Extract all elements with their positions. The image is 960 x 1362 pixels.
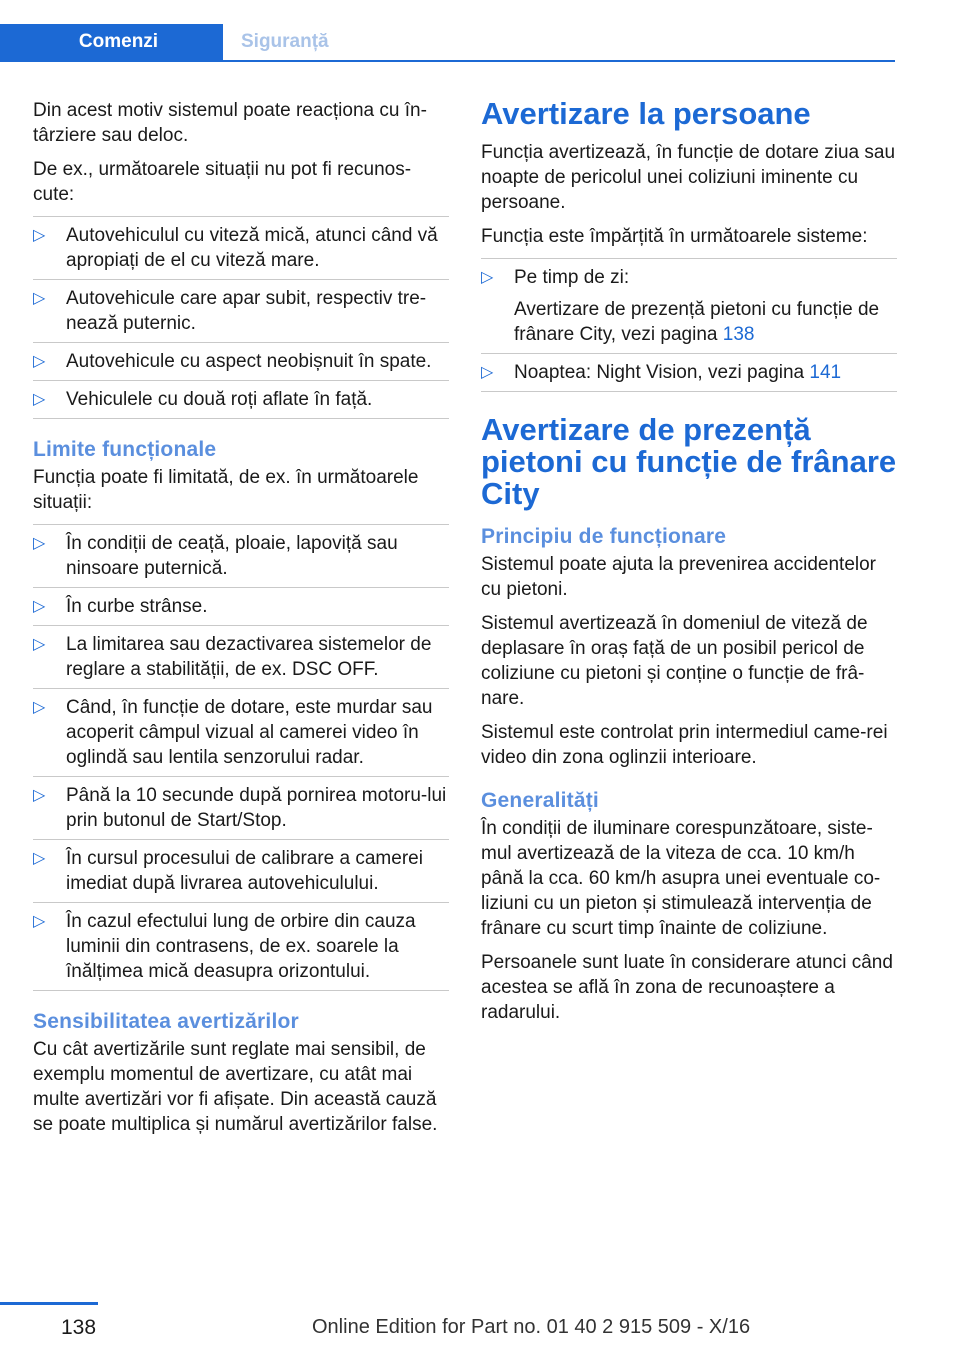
heading-avertizare-persoane: Avertizare la persoane (481, 96, 811, 131)
right-column (481, 98, 897, 1034)
triangle-bullet-icon: ▷ (33, 290, 46, 307)
footer-divider (0, 1302, 98, 1305)
list-item: ▷ La limitarea sau dezactivarea sistemelor de reglare a stabilității, de ex. DSC OFF. (33, 625, 449, 688)
paragraph: Sistemul este controlat prin intermediul came-rei video din zona oglinzii interioare. (481, 722, 888, 768)
paragraph: De ex., următoarele situații nu pot fi recunos-cute: (33, 159, 412, 205)
paragraph: Sistemul poate ajuta la prevenirea accidentelor cu pietoni. (481, 554, 877, 600)
list-item: ▷ În curbe strânse. (33, 587, 449, 625)
list-item: ▷ Până la 10 secunde după pornirea motoru-lui prin butonul de Start/Stop. (33, 776, 449, 839)
list-item: ▷ Autovehiculul cu viteză mică, atunci când vă apropiați de el cu viteză mare. (33, 216, 449, 279)
list-item: ▷ Pe timp de zi: Avertizare de prezență pietoni cu funcție de frânare City, vezi pagina 138 (481, 258, 897, 353)
paragraph: În condiții de iluminare corespunzătoare, siste-mul avertizează de la viteza de cca. 10 km/h până la cca. 60 km/h asupra unei eventuale co-liziuni cu un pieton și stimulează intervenția de frânare cu scurt timp înainte de coliziune. (481, 818, 881, 939)
triangle-bullet-icon: ▷ (481, 269, 494, 286)
paragraph: Cu cât avertizările sunt reglate mai sensibil, de exemplu momentul de avertizare, cu atât mai multe avertizări vor fi afișate. Din această cauză se poate multiplica și numărul avertizărilor false. (33, 1039, 438, 1135)
triangle-bullet-icon: ▷ (33, 598, 46, 615)
list-item: ▷ Autovehicule care apar subit, respectiv tre-nează puternic. (33, 279, 449, 342)
paragraph: Funcția este împărțită în următoarele sisteme: (481, 226, 868, 247)
list-item: ▷ În cazul efectului lung de orbire din cauza luminii din contrasens, de ex. soarele la înălțimea mică deasupra orizontului. (33, 902, 449, 991)
page-link-141[interactable]: 141 (809, 362, 842, 383)
list-item: ▷ Noaptea: Night Vision, vezi pagina 141 (481, 353, 897, 392)
paragraph: Funcția poate fi limitată, de ex. în următoarele situații: (33, 467, 419, 513)
header-divider (0, 60, 895, 62)
section-heading-limits: Limite funcționale (33, 438, 217, 461)
tab-comenzi[interactable]: Comenzi (0, 24, 223, 60)
triangle-bullet-icon: ▷ (33, 535, 46, 552)
paragraph: Persoanele sunt luate în considerare atunci când acestea se află în zona de recunoaștere a radarului. (481, 952, 893, 1023)
triangle-bullet-icon: ▷ (33, 787, 46, 804)
triangle-bullet-icon: ▷ (33, 227, 46, 244)
list-item: ▷ Vehiculele cu două roți aflate în față. (33, 380, 449, 419)
list-item: ▷ În cursul procesului de calibrare a camerei imediat după livrarea autovehiculului. (33, 839, 449, 902)
triangle-bullet-icon: ▷ (481, 364, 494, 381)
triangle-bullet-icon: ▷ (33, 636, 46, 653)
list-item: ▷ Autovehicule cu aspect neobișnuit în spate. (33, 342, 449, 380)
triangle-bullet-icon: ▷ (33, 699, 46, 716)
top-navigation (0, 0, 895, 62)
list-item: ▷ În condiții de ceață, ploaie, lapoviță sau ninsoare puternică. (33, 524, 449, 587)
list-item: ▷ Când, în funcție de dotare, este murdar sau acoperit câmpul vizual al camerei video în oglindă sau lentila senzorului radar. (33, 688, 449, 776)
paragraph: Din acest motiv sistemul poate reacționa cu în-târziere sau deloc. (33, 100, 427, 146)
paragraph: Funcția avertizează, în funcție de dotare ziua sau noapte de pericolul unei coliziuni iminente cu persoane. (481, 142, 896, 213)
bullet-list (33, 216, 449, 419)
triangle-bullet-icon: ▷ (33, 913, 46, 930)
edition-note: Online Edition for Part no. 01 40 2 915 509 - X/16 (312, 1316, 751, 1338)
bullet-list (481, 258, 897, 392)
tab-siguranta[interactable]: Siguranță (241, 31, 329, 52)
section-heading-sensitivity: Sensibilitatea avertizărilor (33, 1010, 299, 1033)
paragraph: Sistemul avertizează în domeniul de viteză de deplasare în oraș față de un posibil pericol de coliziune cu pietoni și conține o funcție de frâ-nare. (481, 613, 868, 709)
left-column (33, 98, 449, 1146)
bullet-list (33, 524, 449, 991)
page-number: 138 (61, 1316, 97, 1339)
triangle-bullet-icon: ▷ (33, 391, 46, 408)
section-heading-general: Generalități (481, 789, 599, 812)
section-heading-principle: Principiu de funcționare (481, 525, 727, 548)
triangle-bullet-icon: ▷ (33, 850, 46, 867)
triangle-bullet-icon: ▷ (33, 353, 46, 370)
page-link-138[interactable]: 138 (722, 324, 755, 345)
list-item-detail: Avertizare de prezență pietoni cu funcție de frânare City, vezi pagina 138 (514, 299, 880, 345)
heading-avertizare-pietoni-city: Avertizare de prezență pietoni cu funcție de frânare City (481, 412, 897, 511)
